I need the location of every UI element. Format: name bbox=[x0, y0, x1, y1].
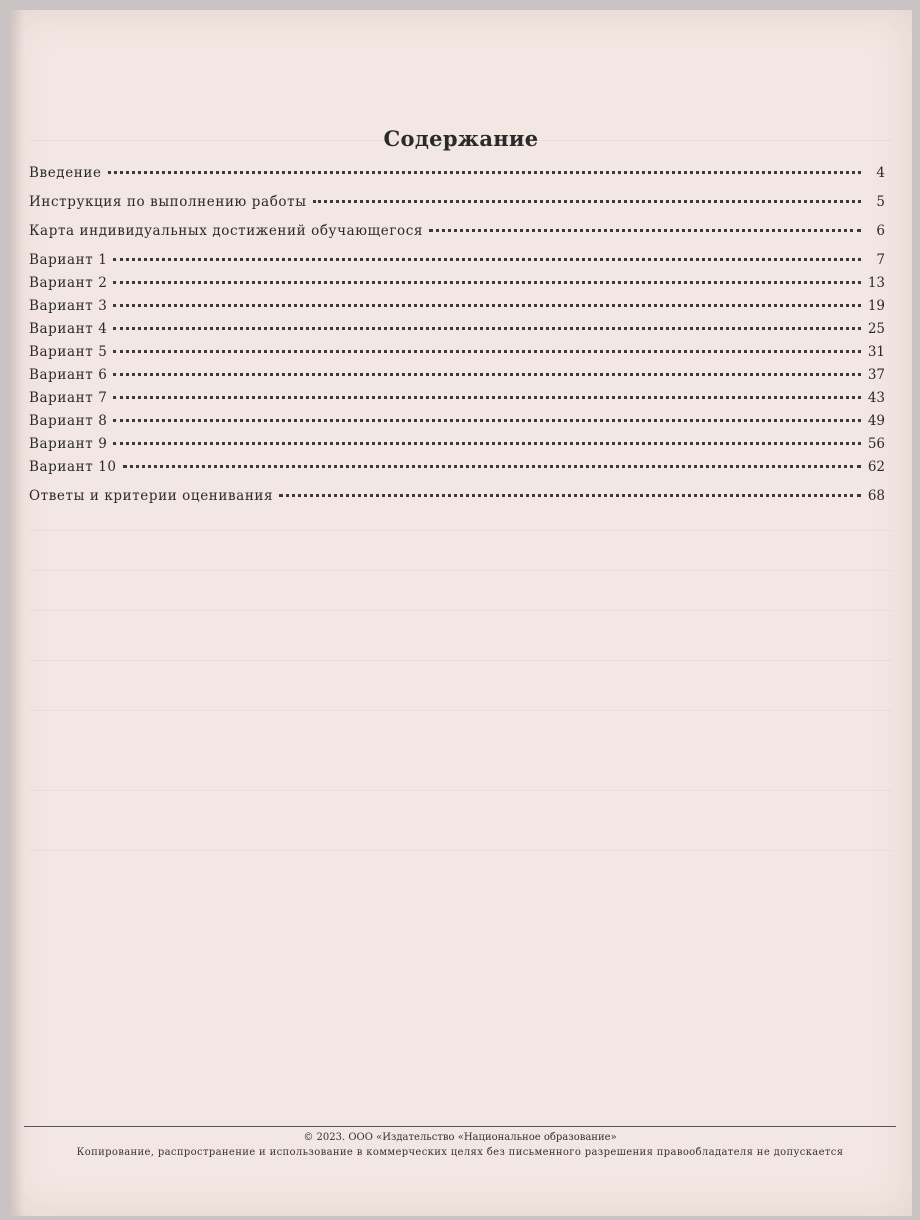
document-page bbox=[10, 10, 912, 1216]
toc-entry-variant-8 bbox=[29, 410, 885, 433]
toc-entry-label: Вариант 8 bbox=[29, 413, 108, 429]
toc-entry-variant-7 bbox=[29, 387, 885, 410]
toc-entry-label: Вариант 7 bbox=[29, 390, 108, 406]
toc-entry-page: 37 bbox=[867, 367, 885, 383]
toc-entry-label: Вариант 2 bbox=[29, 275, 108, 291]
toc-entry-page: 5 bbox=[876, 194, 885, 210]
bleed-through-line bbox=[30, 610, 892, 611]
table-of-contents bbox=[29, 162, 885, 508]
toc-entry-label: Вариант 1 bbox=[29, 252, 108, 268]
toc-entry-label: Вариант 6 bbox=[29, 367, 108, 383]
dot-leader bbox=[113, 281, 861, 284]
toc-entry-page: 25 bbox=[867, 321, 885, 337]
toc-entry-label: Вариант 5 bbox=[29, 344, 108, 360]
toc-entry-variant-4 bbox=[29, 318, 885, 341]
dot-leader bbox=[113, 327, 861, 330]
toc-entry-variant-1 bbox=[29, 249, 885, 272]
footer-divider bbox=[24, 1126, 896, 1127]
toc-entry-page: 7 bbox=[876, 252, 885, 268]
dot-leader bbox=[113, 304, 861, 307]
dot-leader bbox=[108, 171, 861, 174]
toc-entry-label: Карта индивидуальных достижений обучающегося bbox=[29, 223, 424, 239]
dot-leader bbox=[113, 442, 861, 445]
toc-entry-page: 19 bbox=[867, 298, 885, 314]
toc-entry-page: 49 bbox=[867, 413, 885, 429]
dot-leader bbox=[113, 373, 861, 376]
dot-leader bbox=[123, 465, 861, 468]
toc-entry-variant-2 bbox=[29, 272, 885, 295]
toc-entry-achievement-map bbox=[29, 220, 885, 243]
toc-entry-introduction bbox=[29, 162, 885, 185]
bleed-through-line bbox=[30, 570, 892, 571]
toc-entry-variant-5 bbox=[29, 341, 885, 364]
copyright-notice: Копирование, распространение и использование в коммерческих целях без письменного разрешения правообладателя не допускается bbox=[76, 1147, 844, 1158]
dot-leader bbox=[113, 350, 861, 353]
dot-leader bbox=[429, 229, 861, 232]
toc-entry-answers bbox=[29, 485, 885, 508]
bleed-through-line bbox=[30, 790, 892, 791]
bleed-through-line bbox=[30, 710, 892, 711]
toc-entry-label: Вариант 3 bbox=[29, 298, 108, 314]
toc-entry-page: 56 bbox=[867, 436, 885, 452]
toc-entry-label: Вариант 10 bbox=[29, 459, 117, 475]
dot-leader bbox=[113, 258, 861, 261]
dot-leader bbox=[113, 396, 861, 399]
toc-entry-label: Ответы и критерии оценивания bbox=[29, 488, 274, 504]
toc-entry-label: Введение bbox=[29, 165, 102, 181]
toc-entry-page: 4 bbox=[876, 165, 885, 181]
dot-leader bbox=[113, 419, 861, 422]
page-title: Содержание bbox=[383, 126, 539, 151]
toc-entry-page: 43 bbox=[867, 390, 885, 406]
bleed-through-line bbox=[30, 660, 892, 661]
page-footer bbox=[24, 1130, 896, 1160]
toc-entry-page: 68 bbox=[867, 488, 885, 504]
toc-entry-label: Вариант 9 bbox=[29, 436, 108, 452]
toc-entry-variant-9 bbox=[29, 433, 885, 456]
toc-entry-variant-3 bbox=[29, 295, 885, 318]
toc-entry-page: 13 bbox=[867, 275, 885, 291]
copyright-line: © 2023. ООО «Издательство «Национальное образование» bbox=[303, 1132, 617, 1143]
toc-entry-label: Вариант 4 bbox=[29, 321, 108, 337]
bleed-through-line bbox=[30, 850, 892, 851]
toc-entry-instructions bbox=[29, 191, 885, 214]
toc-entry-page: 6 bbox=[876, 223, 885, 239]
toc-entry-page: 62 bbox=[867, 459, 885, 475]
dot-leader bbox=[313, 200, 861, 203]
toc-entry-variant-10 bbox=[29, 456, 885, 479]
bleed-through-line bbox=[30, 530, 892, 531]
toc-entry-label: Инструкция по выполнению работы bbox=[29, 194, 307, 210]
toc-entry-page: 31 bbox=[867, 344, 885, 360]
toc-entry-variant-6 bbox=[29, 364, 885, 387]
dot-leader bbox=[279, 494, 861, 497]
